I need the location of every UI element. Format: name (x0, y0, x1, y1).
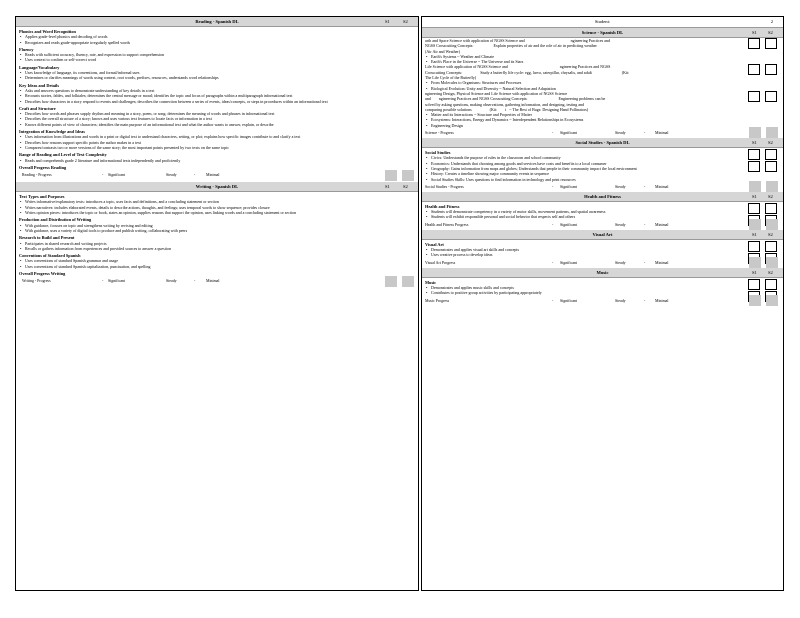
standard-item: • Matter and its Interactions ~ Structure and Properties of Matter (422, 112, 783, 117)
science-block (422, 91, 783, 128)
progress-label: Science - Progress (425, 131, 454, 136)
k3-label: Minimal (655, 222, 669, 227)
s2-label: S2 (403, 19, 408, 24)
standard-item: • Uses creative process to develop ideas (422, 252, 783, 257)
significant-label: Significant (108, 279, 126, 284)
s2-label: S2 (768, 269, 773, 275)
standard-item: • Civics: Understands the purpose of rules in the classroom and school community (422, 155, 783, 160)
progress-s2-shade (766, 257, 778, 268)
standard-item: • Geography: Gains information from maps and globes; Understands that people in their community impact the local environment (422, 166, 783, 171)
minimal-label: Minimal (206, 279, 220, 284)
standard-item: • Reads with sufficient accuracy, fluency, rate, and expression to support comprehension (16, 52, 418, 57)
progress-label: Reading - Progress (22, 173, 52, 178)
s1-checkbox[interactable] (748, 161, 760, 172)
category-title: Craft and Structure (19, 105, 56, 111)
category-title: Language/Vocabulary (19, 64, 60, 70)
progress-s1-shade (749, 219, 761, 230)
category-title: Range of Reading and Level of Text Complexity (19, 152, 107, 158)
health-header (422, 192, 783, 202)
k2-label: Steady (615, 222, 626, 227)
science-strand-text: arth and Space Science with application of NGSS Science and ngineering Practices and (425, 38, 610, 43)
category-title: Health and Fitness (425, 203, 460, 209)
standard-item: • Ecosystems: Interactions, Energy and Dynamics ~ Interdependent Relationships in Ecosystems (422, 117, 783, 122)
category-title: Text Types and Purposes (19, 194, 65, 200)
standard-item: • Uses conventions of standard Spanish capitalization, punctuation, and spelling (16, 264, 418, 269)
dash: - (552, 298, 554, 303)
standard-item: • Uses conventions of standard Spanish grammar and usage (16, 258, 418, 263)
k1-label: Significant (560, 131, 578, 136)
right-body (422, 28, 783, 306)
standard-item: • Applies grade-level phonics and decoding of words (16, 34, 418, 39)
page-number: 2 (770, 19, 773, 24)
standard-item: • Participates in shared research and writing projects (16, 241, 418, 246)
standard-item: • Biological Evolution: Unity and Diversity ~ Natural Selection and Adaptation (422, 86, 783, 91)
writing-progress-row (16, 276, 418, 286)
standard-item: • Uses knowledge of language, its conventions, and formal/informal uses (16, 70, 418, 75)
music-progress-row (422, 296, 783, 306)
dash: - (102, 173, 104, 178)
category-title: Integration of Knowledge and Ideas (19, 129, 85, 135)
science-strand-text: comparing possible solutions (Kit: i ~ The Best of Bugs: Designing Hand Pollinators) (425, 106, 589, 112)
writing-section (16, 192, 418, 276)
k3-label: Minimal (655, 298, 669, 303)
k3-label: Minimal (655, 131, 669, 136)
reading-header (16, 17, 418, 27)
k3-label: Minimal (655, 260, 669, 265)
visual-header (422, 230, 783, 240)
s1-checkbox[interactable] (748, 149, 760, 160)
standard-item: • Writes informative/explanatory texts: introduces a topic, uses facts and definitions, and a concluding statement or section (16, 199, 418, 204)
science-header (422, 28, 783, 38)
s1-checkbox[interactable] (748, 91, 760, 102)
standard-item: • With guidance, focuses on topic and strengthens writing by revising and editing (16, 223, 418, 228)
standard-item: • Uses context to confirm or self-correct word (16, 57, 418, 62)
category-title: Music (425, 279, 437, 285)
standard-item: • Describes the overall structure of a story; knows and uses various text features to locate facts or information in a text (16, 116, 418, 121)
science-block (422, 64, 783, 90)
progress-s2-shade (402, 276, 414, 287)
science-strand-text: Crosscutting Concepts: Study a butterfly life cycle: egg, larva, caterpillar, chrysalis, and adult (Kit: (425, 69, 630, 75)
dash: - (102, 279, 104, 284)
reading-progress-row (16, 170, 418, 180)
steady-label: Steady (166, 173, 177, 178)
s1-checkbox[interactable] (748, 38, 760, 49)
standard-item: • Contributes to positive group activities by participating appropriately (422, 290, 783, 295)
standard-item: • Describes how characters in a story respond to events and challenges; describes the connection between a series of events, ideas/concepts, or steps in procedures within an informational text (16, 99, 418, 104)
student-row (422, 17, 783, 28)
music-title: Music (596, 269, 609, 275)
k2-label: Steady (615, 260, 626, 265)
progress-s1-shade (749, 295, 761, 306)
s2-checkbox[interactable] (765, 203, 777, 214)
music-section (422, 278, 783, 296)
social-progress-row (422, 182, 783, 192)
science-strand-text: and ngineering Practices and NGSS Crosscutting Concepts: Engineering problems can be (425, 96, 606, 102)
progress-s2-shade (766, 181, 778, 192)
standard-item: • Describes how reasons support specific points the author makes in a text (16, 140, 418, 145)
s2-checkbox[interactable] (765, 149, 777, 160)
progress-label: Visual Art Progress (425, 260, 456, 265)
progress-s2-shade (766, 127, 778, 138)
progress-label: Music Progress (425, 298, 450, 303)
science-strand-text: The Life Cycle of the Butterfly) (425, 75, 477, 81)
s2-checkbox[interactable] (765, 241, 777, 252)
writing-header (16, 182, 418, 192)
standard-item: • Reads and comprehends grade 2 literature and informational texts independently and proficiently (16, 158, 418, 163)
s1-checkbox[interactable] (748, 279, 760, 290)
s2-label: S2 (768, 30, 773, 35)
dash: - (552, 131, 554, 136)
science-title: Science - Spanish DL (581, 30, 624, 35)
right-column (421, 16, 784, 591)
standard-item: • Describes how words and phrases supply rhythm and meaning in a story, poem, or song; determines the meaning of words and phrases in informational text (16, 111, 418, 116)
category-title: Production and Distribution of Writing (19, 217, 92, 223)
progress-s1-shade (749, 181, 761, 192)
science-strand-text: ngineering Design, Physical Science and Life Science with application of NGSS Science (425, 90, 568, 96)
k2-label: Steady (615, 184, 626, 189)
s2-checkbox[interactable] (765, 279, 777, 290)
progress-s1-shade (749, 257, 761, 268)
s2-checkbox[interactable] (765, 38, 777, 49)
progress-label: Health and Fitness Progress (425, 222, 469, 227)
s2-checkbox[interactable] (765, 64, 777, 75)
science-strand-text: Life Science with application of NGSS Science and ngineering Practices and NGSS (425, 64, 611, 70)
standard-item: • Demonstrates and applies music skills and concepts (422, 285, 783, 290)
standard-item: • Students will demonstrate competency in a variety of motor skills, movement patterns, and spatial awareness (422, 209, 783, 214)
standard-item: • Earth's Systems ~ Weather and Climate (422, 54, 783, 59)
s1-label: S1 (752, 30, 757, 35)
category-title: Overall Progress Writing (19, 270, 66, 276)
standard-item: • Social Studies Skills: Uses questions to find information in technology and print resources (422, 177, 783, 182)
science-strand-text: NGSS Crosscutting Concepts: Explain properties of air and the role of air in predicting weather (425, 43, 597, 49)
science-block (422, 38, 783, 64)
standard-item: • Compares/contrasts two or more versions of the same story; the most important points presented by two texts on the same topic (16, 145, 418, 150)
visual-title: Visual Art (592, 231, 613, 237)
visual-progress-row (422, 258, 783, 268)
category-title: Key Ideas and Details (19, 82, 59, 88)
k1-label: Significant (560, 260, 578, 265)
dash: - (644, 298, 646, 303)
dash: - (644, 131, 646, 136)
s2-label: S2 (403, 184, 408, 190)
reading-title: Reading - Spanish DL (195, 19, 239, 24)
s1-label: S1 (385, 184, 390, 190)
standard-item: • Writes narratives: includes elaborated events, details to describe actions, thoughts, and feelings; uses temporal words to show sequence; provides closure (16, 205, 418, 210)
standard-item: • Recognizes and reads grade-appropriate irregularly spelled words (16, 40, 418, 45)
k3-label: Minimal (655, 184, 669, 189)
s1-label: S1 (752, 231, 757, 237)
social-section (422, 148, 783, 182)
progress-s1-shade (749, 127, 761, 138)
dash: - (552, 184, 554, 189)
science-progress-row (422, 128, 783, 138)
significant-label: Significant (108, 173, 126, 178)
dash: - (644, 260, 646, 265)
standard-item: • Economics: Understands that choosing among goods and services have costs and benefits to a local consumer (422, 161, 783, 166)
k1-label: Significant (560, 184, 578, 189)
standard-item: • History: Creates a timeline showing major community events in sequence (422, 171, 783, 176)
category-title: Fluency (19, 46, 34, 52)
dash: - (552, 260, 554, 265)
health-progress-row (422, 220, 783, 230)
s1-label: S1 (385, 19, 390, 24)
dash: - (644, 184, 646, 189)
standard-item: • Engineering Design (422, 123, 783, 128)
s2-label: S2 (768, 140, 773, 146)
music-header (422, 268, 783, 278)
left-column (15, 16, 419, 591)
category-title: Conventions of Standard Spanish (19, 253, 81, 259)
s2-checkbox[interactable] (765, 161, 777, 172)
standard-item: • Determines or clarifies meanings of words using context, root words, prefixes, resources, understands word relationships (16, 75, 418, 80)
k1-label: Significant (560, 298, 578, 303)
minimal-label: Minimal (206, 173, 220, 178)
writing-title: Writing - Spanish DL (195, 184, 239, 190)
category-title: Research to Build and Present (19, 235, 75, 241)
progress-s1-shade (385, 276, 397, 287)
k1-label: Significant (560, 222, 578, 227)
s1-label: S1 (752, 193, 757, 199)
k2-label: Steady (615, 131, 626, 136)
standard-item: • Uses information from illustrations and words in a print or digital text to understand characters, setting, or plot; explains how specific images contribute to and clarify a text (16, 134, 418, 139)
s2-label: S2 (768, 193, 773, 199)
science-strand-text: solved by asking questions, making observations, gathering information, and designing, testing and (425, 101, 584, 107)
social-header (422, 138, 783, 148)
s1-label: S1 (752, 140, 757, 146)
steady-label: Steady (166, 279, 177, 284)
health-section (422, 202, 783, 220)
progress-label: Social Studies - Progress (425, 184, 464, 189)
standard-item: • Demonstrates and applies visual art skills and concepts (422, 247, 783, 252)
standard-item: • Knows different points of view of characters; identifies the main purpose of an informational text and what the author wants to answer, explain, or describe (16, 122, 418, 127)
progress-s2-shade (766, 295, 778, 306)
category-title: Social Studies (425, 150, 451, 156)
progress-s2-shade (766, 219, 778, 230)
progress-label: Writing - Progress (22, 279, 51, 284)
standard-item: • Students will exhibit responsible personal and social behavior that respects self and others (422, 214, 783, 219)
science-strand-text: (Air Air and Weather) (425, 48, 461, 54)
standard-item: • Recalls or gathers information from experiences and provided sources to answer a question (16, 246, 418, 251)
category-title: Visual Art (425, 241, 444, 247)
s1-checkbox[interactable] (748, 64, 760, 75)
category-title: Overall Progress Reading (19, 164, 67, 170)
social-title: Social Studies - Spanish DL (575, 140, 630, 146)
s1-checkbox[interactable] (748, 203, 760, 214)
standard-item: • With guidance, uses a variety of digital tools to produce and publish writing, collaborating with peers (16, 228, 418, 233)
standard-item: • Writes opinion pieces: introduces the topic or book, states an opinion, supplies reasons that support the opinion, uses linking words and a concluding statement or section (16, 210, 418, 215)
k2-label: Steady (615, 298, 626, 303)
s1-label: S1 (752, 269, 757, 275)
standard-item: • Asks and answers questions to demonstrate understanding of key details in a text (16, 88, 418, 93)
standard-item: • From Molecules to Organisms: Structures and Processes (422, 80, 783, 85)
health-title: Health and Fitness (584, 193, 621, 199)
dash: - (644, 222, 646, 227)
category-title: Phonics and Word Recognition (19, 29, 76, 34)
dash: - (552, 222, 554, 227)
s2-label: S2 (768, 231, 773, 237)
visual-section (422, 240, 783, 258)
student-label: Student: (594, 19, 611, 24)
standard-item: • Earth's Place in the Universe ~ The Universe and its Stars (422, 59, 783, 64)
progress-s1-shade (385, 170, 397, 181)
s2-checkbox[interactable] (765, 91, 777, 102)
dash: - (194, 279, 196, 284)
standard-item: • Recounts stories, fables, and folktales; determines the central message or moral; identifies the topic and focus of paragraphs within a multiparagraph informational text (16, 93, 418, 98)
progress-s2-shade (402, 170, 414, 181)
dash: - (194, 173, 196, 178)
s1-checkbox[interactable] (748, 241, 760, 252)
reading-section (16, 27, 418, 170)
